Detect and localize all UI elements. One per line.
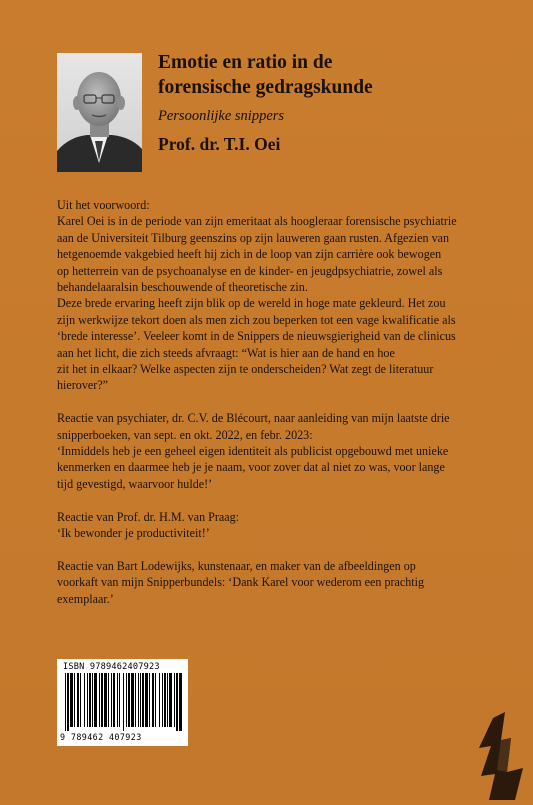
text-line: Karel Oei is in de periode van zijn emeritaat als hoogleraar forensische psychiatrie [57, 214, 457, 229]
reaction-van-praag [57, 509, 497, 542]
author-name: Prof. dr. T.I. Oei [158, 134, 281, 154]
text-line: Reactie van Prof. dr. H.M. van Praag: [57, 509, 240, 524]
blurb-text [57, 197, 497, 607]
text-line: zijn werkwijze tekort doen als men zich zou beperken tot een vage kwalificatie als [57, 312, 456, 327]
text-line: ‘Ik bewonder je productiviteit!’ [57, 526, 210, 541]
text-line: aan het licht, die zich steeds afvraagt: “Wat is hier aan de hand en hoe [57, 345, 395, 360]
foreword-paragraph [57, 197, 497, 394]
text-line: exemplaar.’ [57, 591, 114, 606]
text-line: aan de Universiteit Tilburg geenszins op zijn lauweren gaan rusten. Afgezien van [57, 230, 450, 245]
author-photo [57, 53, 142, 172]
text-line: hierover?” [57, 378, 109, 393]
isbn-barcode [57, 659, 188, 746]
text-line: zit het in elkaar? Welke aspecten zijn te onderscheiden? Wat zegt de literatuur [57, 362, 434, 377]
isbn-label: ISBN 9789462407923 [63, 662, 160, 672]
text-line: ‘brede interesse’. Veeleer komt in de Snippers de nieuwsgierigheid van de clinicus [57, 329, 456, 344]
text-line: Deze brede ervaring heeft zijn blik op de wereld in hoge mate gekleurd. Het zou [57, 296, 446, 311]
paragraph-gap [57, 492, 497, 508]
text-line: Reactie van psychiater, dr. C.V. de Blécourt, naar aanleiding van mijn laatste drie [57, 411, 450, 426]
paragraph-gap [57, 394, 497, 410]
text-line: snipperboeken, van sept. en okt. 2022, en febr. 2023: [57, 427, 313, 442]
text-line: Reactie van Bart Lodewijks, kunstenaar, en maker van de afbeeldingen op [57, 558, 416, 573]
paragraph-gap [57, 542, 497, 558]
reaction-lodewijks [57, 558, 497, 607]
reaction-blecourt [57, 410, 497, 492]
author-portrait-icon [57, 53, 142, 172]
book-subtitle: Persoonlijke snippers [158, 108, 285, 124]
isbn-digits: 9 789462 407923 [60, 732, 142, 742]
text-line: kenmerken en daarmee heb je je naam, voor zover dat al niet zo was, voor lange [57, 460, 445, 475]
publisher-logo [471, 710, 533, 800]
text-line: op hetterrein van de psychoanalyse en de kinder- en jeugdpsychiatrie, zowel als [57, 263, 443, 278]
title-line-2: forensische gedragskunde [158, 77, 373, 98]
text-line: behandelaaralsin beschouwende of theoretische zin. [57, 280, 308, 295]
text-line: tijd gevestigd, waarvoor hulde!’ [57, 476, 213, 491]
barcode-bars [63, 673, 182, 731]
text-line: hetgenoemde vakgebied heeft hij zich in de loop van zijn carrière ook bewogen [57, 247, 442, 262]
text-line: ‘Inmiddels heb je een geheel eigen identiteit als publicist opgebouwd met unieke [57, 444, 449, 459]
text-line: Uit het voorwoord: [57, 198, 150, 212]
stylized-figure-logo-icon [471, 710, 533, 800]
title-line-1: Emotie en ratio in de [158, 52, 333, 73]
text-line: voorkaft van mijn Snipperbundels: ‘Dank Karel voor wederom een prachtig [57, 575, 425, 590]
book-title [158, 50, 498, 100]
